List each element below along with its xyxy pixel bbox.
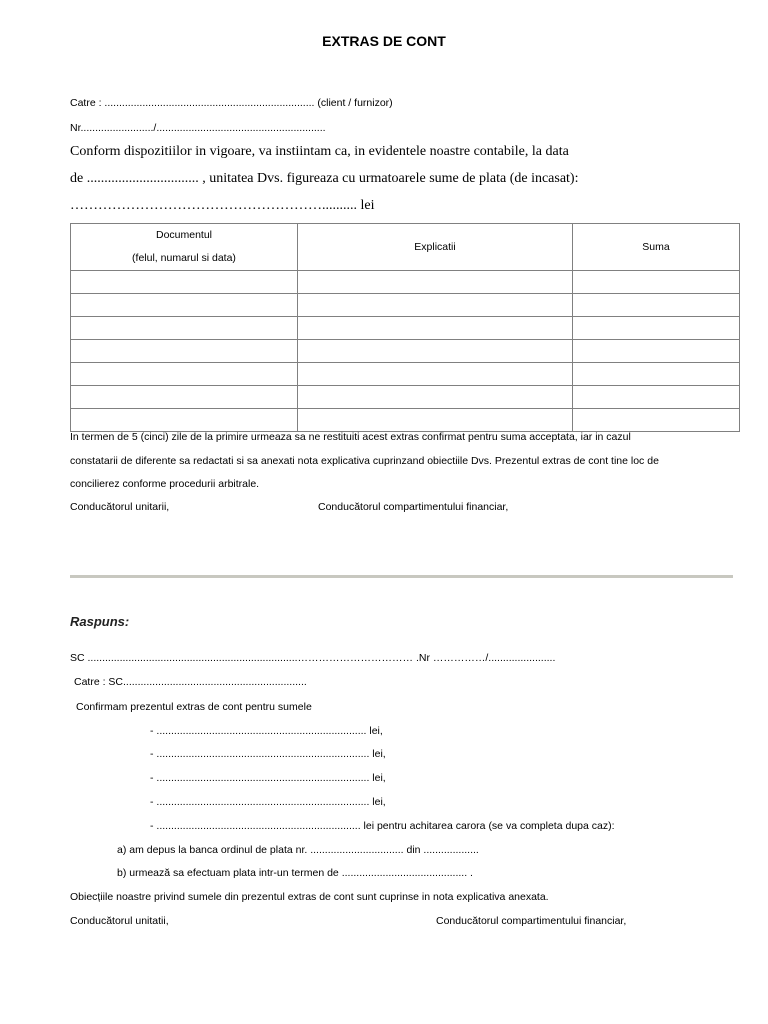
header-suma: Suma	[573, 224, 740, 271]
option-a-line: a) am depus la banca ordinul de plata nr. ................................ din ...................	[117, 844, 479, 856]
table-cell[interactable]	[573, 409, 740, 432]
table-cell[interactable]	[573, 317, 740, 340]
response-catre-line: Catre : SC...............................................................	[74, 676, 307, 688]
catre-line: Catre : ........................................................................ (client / furnizor)	[70, 97, 393, 109]
table-cell[interactable]	[298, 409, 573, 432]
accounts-table	[70, 223, 740, 432]
table-row	[71, 317, 740, 340]
header-explicatii: Explicatii	[298, 224, 573, 271]
signature-unit-head: Conducătorul unitarii,	[70, 501, 170, 513]
table-cell[interactable]	[573, 271, 740, 294]
table-cell[interactable]	[71, 386, 298, 409]
option-b-line: b) urmează sa efectuam plata intr-un termen de ........................................... .	[117, 867, 473, 879]
table-row	[71, 271, 740, 294]
table-cell[interactable]	[573, 386, 740, 409]
response-confirm-line: Confirmam prezentul extras de cont pentru sumele	[76, 701, 312, 713]
header-documentul-subtitle: (felul, numarul si data)	[132, 252, 236, 264]
amount-item: - ........................................................................ lei,	[150, 725, 383, 737]
response-heading: Raspuns:	[70, 614, 130, 629]
table-cell[interactable]	[298, 386, 573, 409]
intro-line-2: de ................................ , unitatea Dvs. figureaza cu urmatoarele sume de plata (de incasat):	[70, 171, 579, 186]
table-cell[interactable]	[298, 363, 573, 386]
table-cell[interactable]	[573, 363, 740, 386]
objections-line: Obiecțiile noastre privind sumele din prezentul extras de cont sunt cuprinse in nota explicativa anexata.	[70, 891, 549, 903]
response-signature-unit-head: Conducătorul unitatii,	[70, 915, 169, 927]
table-cell[interactable]	[71, 271, 298, 294]
table-cell[interactable]	[71, 340, 298, 363]
terms-line-2: constatarii de diferente sa redactati si sa anexati nota explicativa cuprinzand obiectiile Dvs. Prezentul extras de cont tine loc de	[70, 455, 659, 467]
amount-item: - ...................................................................... lei pentru achitarea carora (se va completa dupa caz):	[150, 820, 615, 832]
table-row	[71, 340, 740, 363]
table-cell[interactable]	[573, 340, 740, 363]
table-cell[interactable]	[298, 294, 573, 317]
amount-item: - ......................................................................... lei,	[150, 748, 386, 760]
section-divider	[70, 575, 733, 578]
table-row	[71, 386, 740, 409]
document-title: EXTRAS DE CONT	[322, 33, 446, 49]
signature-financial-head: Conducătorul compartimentului financiar,	[318, 501, 509, 513]
amount-item: - ......................................................................... lei,	[150, 796, 386, 808]
table-cell[interactable]	[298, 317, 573, 340]
table-cell[interactable]	[71, 409, 298, 432]
terms-line-1: In termen de 5 (cinci) zile de la primire urmeaza sa ne restituiti acest extras confirmat pentru suma acceptata, iar in cazul	[70, 431, 631, 443]
table-row	[71, 363, 740, 386]
table-row	[71, 294, 740, 317]
intro-line-3: ……………………………………………….......... lei	[70, 198, 375, 213]
amount-item: - ......................................................................... lei,	[150, 772, 386, 784]
table-row	[71, 409, 740, 432]
response-signature-financial-head: Conducătorul compartimentului financiar,	[436, 915, 627, 927]
table-cell[interactable]	[71, 317, 298, 340]
intro-line-1: Conform dispozitiilor in vigoare, va instiintam ca, in evidentele noastre contabile, la data	[70, 144, 569, 159]
table-cell[interactable]	[71, 363, 298, 386]
terms-line-3: concilierez conforme procedurii arbitrale.	[70, 478, 260, 490]
response-sc-line: SC ........................................................................…………………………… .Nr ……………/.......................	[70, 652, 556, 664]
table-cell[interactable]	[298, 271, 573, 294]
table-cell[interactable]	[573, 294, 740, 317]
nr-line: Nr........................./..........................................................	[70, 122, 326, 134]
table-header-row	[71, 224, 740, 271]
table-cell[interactable]	[298, 340, 573, 363]
header-documentul	[71, 224, 298, 271]
table-cell[interactable]	[71, 294, 298, 317]
header-documentul-title: Documentul	[155, 229, 213, 241]
